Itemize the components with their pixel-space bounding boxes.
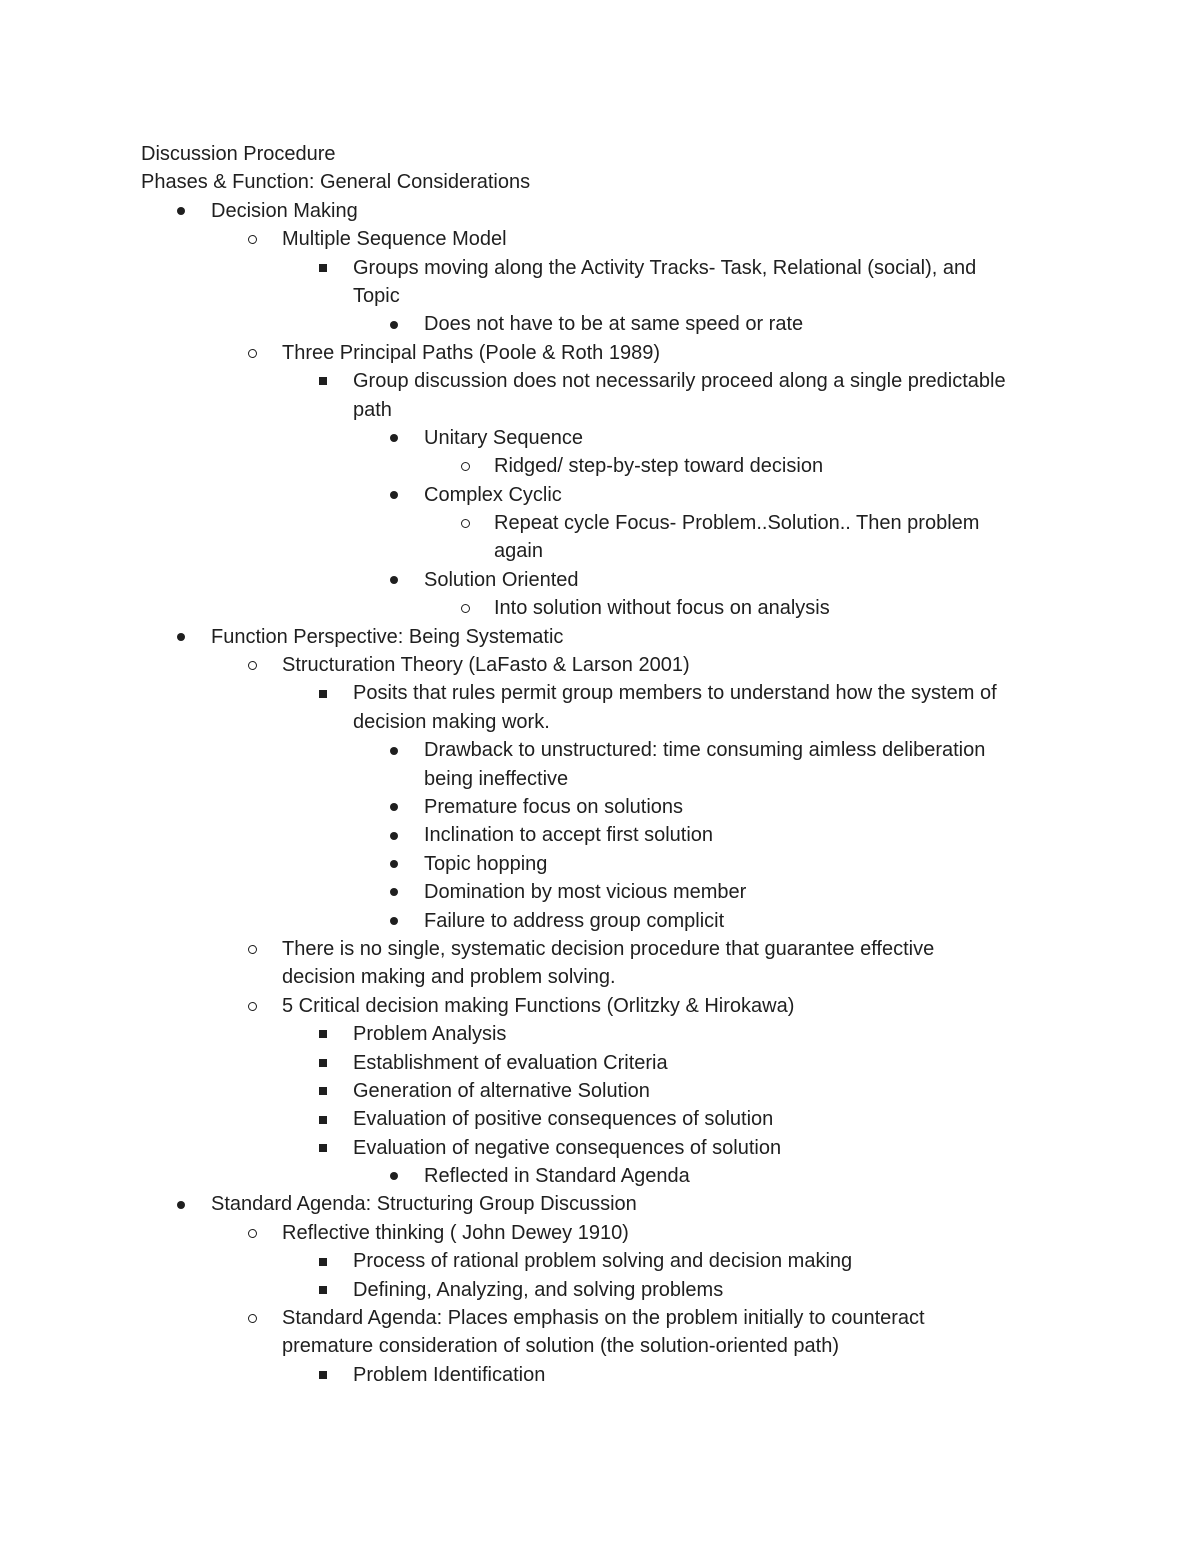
outline-item	[141, 197, 1081, 225]
document-body	[141, 140, 1081, 1389]
outline-item-text: premature consideration of solution (the solution-oriented path)	[282, 1335, 839, 1358]
outline-item	[141, 339, 1081, 367]
bullet-circle-icon	[242, 651, 262, 679]
bullet-disc-icon	[384, 566, 404, 594]
outline-item	[141, 310, 1081, 338]
bullet-disc-icon	[384, 1162, 404, 1190]
document-title	[141, 140, 1081, 168]
bullet-square-icon	[313, 1276, 333, 1304]
outline-item	[141, 992, 1081, 1020]
outline-item-text: Decision Making	[211, 199, 358, 222]
bullet-square-icon	[313, 1361, 333, 1389]
outline-item	[141, 907, 1081, 935]
outline-item	[141, 254, 1081, 282]
outline-item	[141, 821, 1081, 849]
outline-item-continuation	[141, 537, 1081, 565]
outline-item-text: decision making work.	[353, 710, 550, 733]
document-subtitle	[141, 168, 1081, 196]
outline-item-text: Failure to address group complicit	[424, 909, 725, 932]
outline-item-text: Domination by most vicious member	[424, 881, 747, 904]
outline-item-text: Unitary Sequence	[424, 426, 583, 449]
bullet-square-icon	[313, 1077, 333, 1105]
outline-item	[141, 1049, 1081, 1077]
outline-item	[141, 1020, 1081, 1048]
outline-item-text: Standard Agenda: Places emphasis on the problem initially to counteract	[282, 1307, 925, 1330]
outline-item-text: Problem Identification	[353, 1363, 546, 1386]
bullet-square-icon	[313, 254, 333, 282]
outline-item-text: Topic hopping	[424, 852, 548, 875]
bullet-disc-icon	[384, 424, 404, 452]
bullet-square-icon	[313, 1247, 333, 1275]
outline-item	[141, 1134, 1081, 1162]
outline-item-text: Premature focus on solutions	[424, 795, 684, 818]
bullet-square-icon	[313, 1049, 333, 1077]
outline-item	[141, 1276, 1081, 1304]
outline-item	[141, 452, 1081, 480]
bullet-square-icon	[313, 1105, 333, 1133]
outline-item	[141, 367, 1081, 395]
outline-item-text: Reflective thinking ( John Dewey 1910)	[282, 1221, 629, 1244]
outline-item-text: path	[353, 398, 392, 421]
outline-item-text: Drawback to unstructured: time consuming aimless deliberation	[424, 739, 986, 762]
outline-item-text: Establishment of evaluation Criteria	[353, 1051, 668, 1074]
outline-item-text: Standard Agenda: Structuring Group Discussion	[211, 1193, 637, 1216]
outline-item-text: Evaluation of negative consequences of solution	[353, 1136, 782, 1159]
bullet-circle-icon	[242, 225, 262, 253]
bullet-circle-icon	[242, 1304, 262, 1332]
document-subtitle-text: Phases & Function: General Considerations	[141, 171, 531, 194]
outline-item-text: Three Principal Paths (Poole & Roth 1989)	[282, 341, 660, 364]
outline-item-text: again	[494, 540, 543, 563]
outline-item-text: Complex Cyclic	[424, 483, 562, 506]
outline-item-text: Process of rational problem solving and decision making	[353, 1250, 853, 1273]
outline-item	[141, 594, 1081, 622]
outline-item	[141, 1105, 1081, 1133]
bullet-circle-icon	[455, 509, 475, 537]
outline-item	[141, 1219, 1081, 1247]
outline-item-continuation	[141, 963, 1081, 991]
bullet-disc-icon	[384, 850, 404, 878]
outline-item	[141, 1077, 1081, 1105]
outline-item	[141, 1162, 1081, 1190]
outline-item	[141, 509, 1081, 537]
bullet-circle-icon	[242, 935, 262, 963]
outline-item	[141, 623, 1081, 651]
outline-item-continuation	[141, 1332, 1081, 1360]
outline-item-text: Multiple Sequence Model	[282, 228, 507, 251]
bullet-disc-icon	[384, 736, 404, 764]
outline-item-text: 5 Critical decision making Functions (Orlitzky & Hirokawa)	[282, 994, 795, 1017]
outline-item	[141, 225, 1081, 253]
outline-item-text: Repeat cycle Focus- Problem..Solution.. Then problem	[494, 512, 980, 535]
bullet-disc-icon	[171, 623, 191, 651]
outline-item-text: Defining, Analyzing, and solving problems	[353, 1278, 724, 1301]
bullet-disc-icon	[384, 821, 404, 849]
outline-item	[141, 1190, 1081, 1218]
bullet-circle-icon	[455, 594, 475, 622]
outline-item-continuation	[141, 708, 1081, 736]
document-title-text: Discussion Procedure	[141, 143, 336, 165]
bullet-disc-icon	[384, 878, 404, 906]
outline-item	[141, 935, 1081, 963]
bullet-circle-icon	[242, 992, 262, 1020]
outline-item	[141, 651, 1081, 679]
outline-item-text: Generation of alternative Solution	[353, 1079, 650, 1102]
outline-item-continuation	[141, 396, 1081, 424]
bullet-disc-icon	[384, 310, 404, 338]
outline-item	[141, 679, 1081, 707]
bullet-square-icon	[313, 679, 333, 707]
outline-item	[141, 1361, 1081, 1389]
outline-item	[141, 736, 1081, 764]
outline-item	[141, 424, 1081, 452]
outline-item-text: Group discussion does not necessarily proceed along a single predictable	[353, 370, 1006, 393]
outline-item-text: being ineffective	[424, 767, 569, 790]
outline-item-text: Evaluation of positive consequences of solution	[353, 1108, 774, 1131]
outline-item	[141, 1304, 1081, 1332]
outline-item	[141, 850, 1081, 878]
outline-item	[141, 1247, 1081, 1275]
outline-item	[141, 566, 1081, 594]
outline-item-continuation	[141, 765, 1081, 793]
bullet-circle-icon	[242, 339, 262, 367]
outline-item-text: Does not have to be at same speed or rate	[424, 313, 804, 336]
outline-item-text: Posits that rules permit group members to understand how the system of	[353, 682, 997, 705]
outline-item-text: Topic	[353, 284, 400, 307]
outline-item-text: Function Perspective: Being Systematic	[211, 625, 564, 648]
outline-item-continuation	[141, 282, 1081, 310]
outline-item-text: There is no single, systematic decision procedure that guarantee effective	[282, 937, 935, 960]
outline-item-text: Inclination to accept first solution	[424, 824, 714, 847]
bullet-square-icon	[313, 1134, 333, 1162]
bullet-disc-icon	[171, 197, 191, 225]
bullet-square-icon	[313, 1020, 333, 1048]
outline-item-text: Groups moving along the Activity Tracks- Task, Relational (social), and	[353, 256, 977, 279]
outline-item-text: Into solution without focus on analysis	[494, 597, 830, 620]
outline-item-text: Solution Oriented	[424, 568, 579, 591]
outline-item-text: Reflected in Standard Agenda	[424, 1165, 690, 1188]
outline-item-text: Problem Analysis	[353, 1023, 507, 1046]
outline-item	[141, 481, 1081, 509]
bullet-disc-icon	[171, 1190, 191, 1218]
bullet-disc-icon	[384, 793, 404, 821]
bullet-circle-icon	[455, 452, 475, 480]
bullet-disc-icon	[384, 481, 404, 509]
outline-item-text: Ridged/ step-by-step toward decision	[494, 455, 824, 478]
outline-item	[141, 878, 1081, 906]
bullet-square-icon	[313, 367, 333, 395]
outline-item	[141, 793, 1081, 821]
bullet-disc-icon	[384, 907, 404, 935]
outline-item-text: decision making and problem solving.	[282, 966, 616, 989]
bullet-circle-icon	[242, 1219, 262, 1247]
outline-item-text: Structuration Theory (LaFasto & Larson 2001)	[282, 654, 690, 677]
